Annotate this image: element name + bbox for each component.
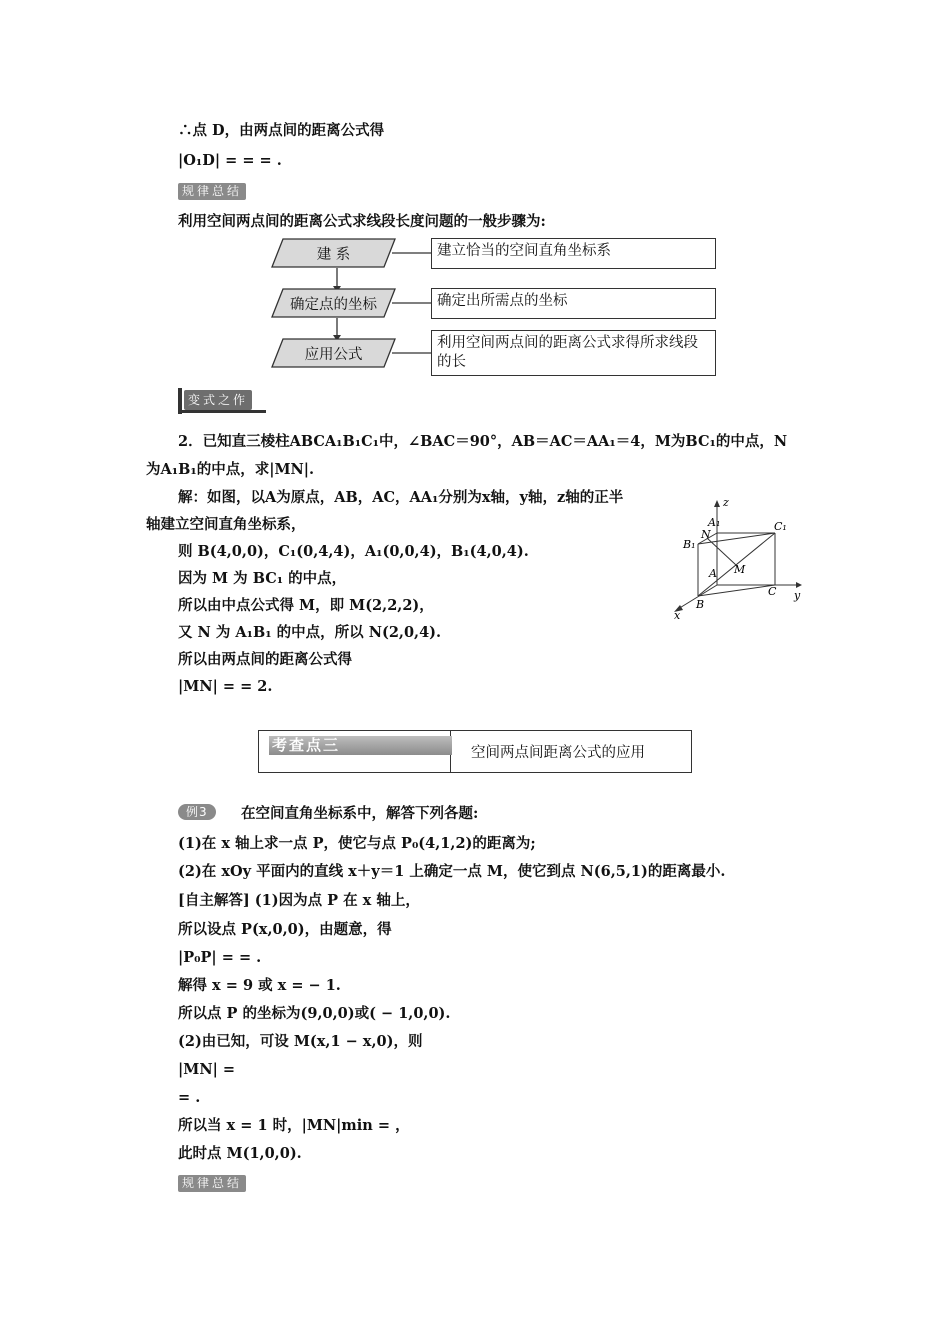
answer-line: (2)由已知，可设 M(x,1 − x,0)，则 — [178, 1033, 423, 1050]
solution-line: 轴建立空间直角坐标系， — [146, 516, 306, 533]
flow-desc-3: 利用空间两点间的距离公式求得所求线段的长 — [431, 330, 716, 376]
axis-label-z: z — [723, 496, 729, 509]
text-line: |O₁D| = = = . — [178, 152, 282, 169]
answer-line: = . — [178, 1089, 201, 1106]
topic-banner — [258, 730, 692, 773]
point-label-a1: A₁ — [708, 516, 721, 529]
solution-line: 所以由中点公式得 M，即 M(2,2,2)， — [178, 597, 434, 614]
example-question: (1)在 x 轴上求一点 P，使它与点 P₀(4,1,2)的距离为; — [178, 835, 536, 852]
point-label-b1: B₁ — [683, 538, 696, 551]
solution-line: 所以由两点间的距离公式得 — [178, 651, 352, 668]
flow-step-1 — [271, 238, 396, 268]
example-intro: 在空间直角坐标系中，解答下列各题: — [241, 805, 479, 822]
topic-label: 考查点三 — [269, 736, 452, 755]
point-label-c1: C₁ — [774, 520, 787, 533]
solution-line: 又 N 为 A₁B₁ 的中点，所以 N(2,0,4). — [178, 624, 442, 641]
steps-intro: 利用空间两点间的距离公式求线段长度问题的一般步骤为: — [178, 213, 546, 230]
text-line: ∴点 D，由两点间的距离公式得 — [178, 122, 385, 139]
answer-line: 此时点 M(1,0,0). — [178, 1145, 302, 1162]
topic-title: 空间两点间距离公式的应用 — [471, 745, 645, 761]
point-label-m: M — [734, 563, 746, 576]
variant-tag: 变式之作 — [184, 390, 252, 410]
flow-step-label: 建 系 — [316, 247, 351, 263]
solution-line: |MN| = = 2. — [178, 678, 273, 695]
problem-line: 2．已知直三棱柱ABCA₁B₁C₁中，∠BAC＝90°，AB＝AC＝AA₁＝4，M为BC₁的中点，N — [178, 433, 788, 450]
answer-line: 所以点 P 的坐标为(9,0,0)或( − 1,0,0). — [178, 1005, 451, 1022]
point-label-c: C — [768, 585, 777, 598]
flow-step-label: 确定点的坐标 — [290, 297, 377, 313]
flow-step-label: 应用公式 — [304, 347, 363, 363]
answer-line: [自主解答] (1)因为点 P 在 x 轴上， — [178, 892, 420, 909]
answer-line: 解得 x = 9 或 x = − 1. — [178, 977, 341, 994]
axis-label-y: y — [794, 589, 801, 602]
flow-desc-1: 建立恰当的空间直角坐标系 — [431, 238, 716, 269]
example-tag: 例3 — [178, 804, 216, 820]
point-label-n: N — [701, 528, 711, 541]
solution-line: 则 B(4,0,0)，C₁(0,4,4)，A₁(0,0,4)，B₁(4,0,4). — [178, 543, 529, 560]
point-label-a: A — [709, 567, 717, 580]
flow-step-2 — [271, 288, 396, 318]
prism-figure — [670, 495, 820, 620]
summary-tag: 规律总结 — [178, 1175, 246, 1192]
answer-line: |MN| = — [178, 1061, 236, 1078]
flow-step-3 — [271, 338, 396, 368]
problem-line: 为A₁B₁的中点，求|MN|. — [146, 461, 315, 478]
solution-line: 因为 M 为 BC₁ 的中点， — [178, 570, 347, 587]
flow-desc-2: 确定出所需点的坐标 — [431, 288, 716, 319]
answer-line: 所以设点 P(x,0,0)，由题意，得 — [178, 921, 392, 938]
example-question: (2)在 xOy 平面内的直线 x＋y＝1 上确定一点 M，使它到点 N(6,5,1)的距离最小. — [178, 863, 726, 880]
solution-line: 解：如图，以A为原点，AB，AC，AA₁分别为x轴，y轴，z轴的正半 — [178, 489, 624, 506]
axis-label-x: x — [674, 609, 681, 620]
summary-tag: 规律总结 — [178, 183, 246, 200]
answer-line: |P₀P| = = . — [178, 949, 262, 966]
point-label-b: B — [696, 598, 705, 611]
answer-line: 所以当 x = 1 时，|MN|min = ， — [178, 1117, 410, 1134]
